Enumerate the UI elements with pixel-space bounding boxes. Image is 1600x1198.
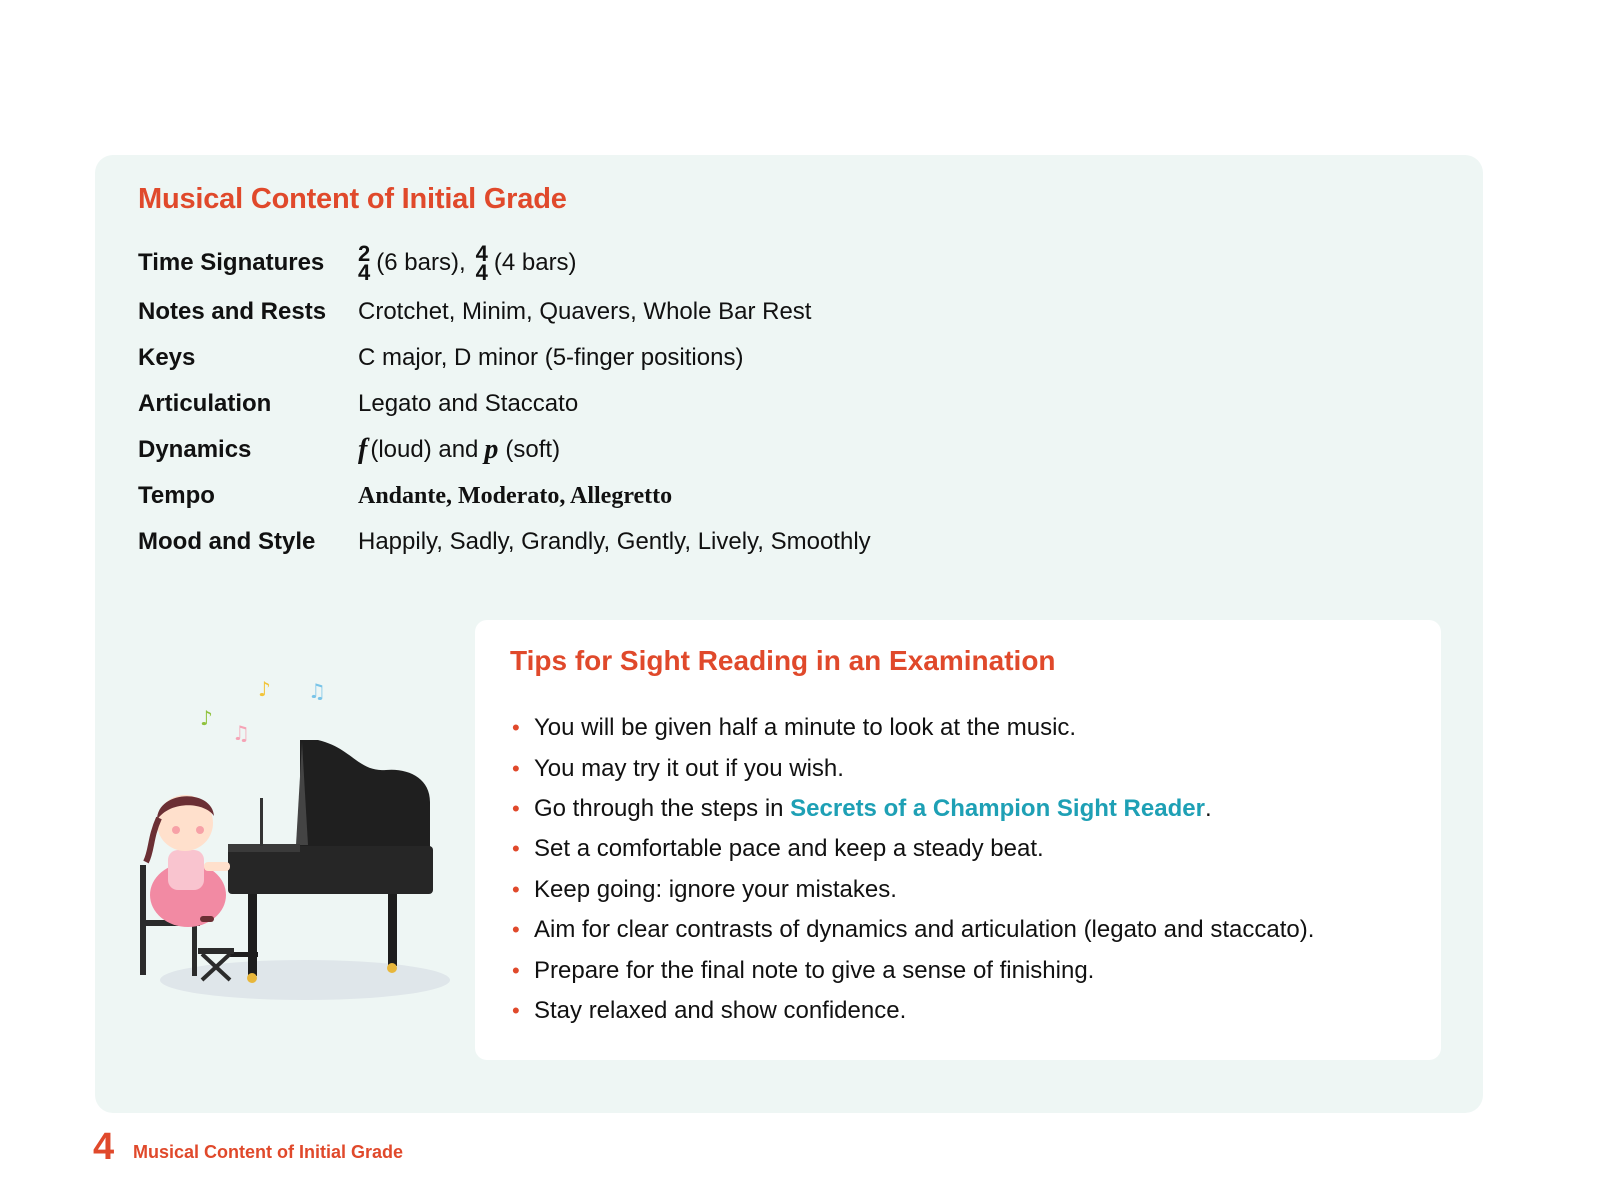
row-value: C major, D minor (5-finger positions) [358, 344, 744, 371]
bullet-icon: • [512, 876, 520, 902]
piano-icon [228, 740, 433, 983]
row-label: Keys [138, 344, 196, 371]
tips-list [512, 708, 1314, 1031]
forte-text: (loud) and [370, 436, 479, 463]
time-signature-4-4: 4 4 [475, 241, 488, 285]
svg-text:♫: ♫ [232, 721, 250, 745]
tip-item: • You may try it out if you wish. [512, 754, 844, 782]
svg-text:♪: ♪ [200, 706, 213, 730]
row-articulation [138, 384, 578, 424]
tip-item: • You will be given half a minute to look at the music. [512, 714, 1077, 742]
row-dynamics [138, 430, 560, 470]
bullet-icon: • [512, 997, 520, 1023]
row-value: Legato and Staccato [358, 390, 579, 417]
row-value: Happily, Sadly, Grandly, Gently, Lively, Smoothly [358, 528, 871, 555]
row-tempo [138, 476, 672, 516]
row-label: Dynamics [138, 436, 252, 463]
bullet-icon: • [512, 917, 520, 943]
time-signature-2-4: 2 4 [358, 241, 371, 285]
champion-sight-reader-link[interactable]: Secrets of a Champion Sight Reader [790, 794, 1205, 822]
ts2-text: (4 bars) [493, 249, 577, 276]
page-number: 4 [93, 1126, 115, 1168]
row-notes-and-rests [138, 292, 811, 332]
bullet-icon: • [512, 755, 520, 781]
row-label: Notes and Rests [138, 298, 327, 325]
svg-text:♪: ♪ [258, 677, 271, 701]
girl-playing-piano-illustration [130, 677, 460, 1010]
row-label: Mood and Style [138, 528, 316, 555]
row-label: Tempo [138, 482, 215, 509]
row-label: Time Signatures [138, 249, 325, 276]
row-time-signatures [138, 243, 577, 283]
tip-item: • Go through the steps in Secrets of a Champion Sight Reader . [512, 794, 1212, 822]
girl-icon [146, 795, 230, 927]
tip-item: • Set a comfortable pace and keep a steady beat. [512, 835, 1044, 863]
tip-item: • Aim for clear contrasts of dynamics and articulation (legato and staccato). [512, 916, 1315, 944]
row-value: Crotchet, Minim, Quavers, Whole Bar Rest [358, 298, 812, 325]
row-value [358, 241, 577, 285]
section-title: Musical Content of Initial Grade [138, 183, 567, 215]
row-mood-and-style [138, 522, 871, 562]
svg-text:♫: ♫ [308, 679, 326, 703]
row-value [358, 434, 560, 466]
piano-symbol: p [484, 434, 499, 465]
row-label: Articulation [138, 390, 272, 417]
bullet-icon: • [512, 957, 520, 983]
bullet-icon: • [512, 836, 520, 862]
bullet-icon: • [512, 715, 520, 741]
footer-title: Musical Content of Initial Grade [133, 1142, 404, 1162]
bullet-icon: • [512, 795, 520, 821]
row-keys [138, 338, 743, 378]
tip-item: • Stay relaxed and show confidence. [512, 996, 907, 1024]
ts1-text: (6 bars), [376, 249, 466, 276]
row-value: Andante, Moderato, Allegretto [358, 482, 673, 509]
forte-symbol: f [358, 434, 368, 465]
tip-item: • Keep going: ignore your mistakes. [512, 875, 897, 903]
tips-title: Tips for Sight Reading in an Examination [510, 645, 1056, 676]
tip-item: • Prepare for the final note to give a sense of finishing. [512, 956, 1095, 984]
piano-text: (soft) [505, 436, 561, 463]
